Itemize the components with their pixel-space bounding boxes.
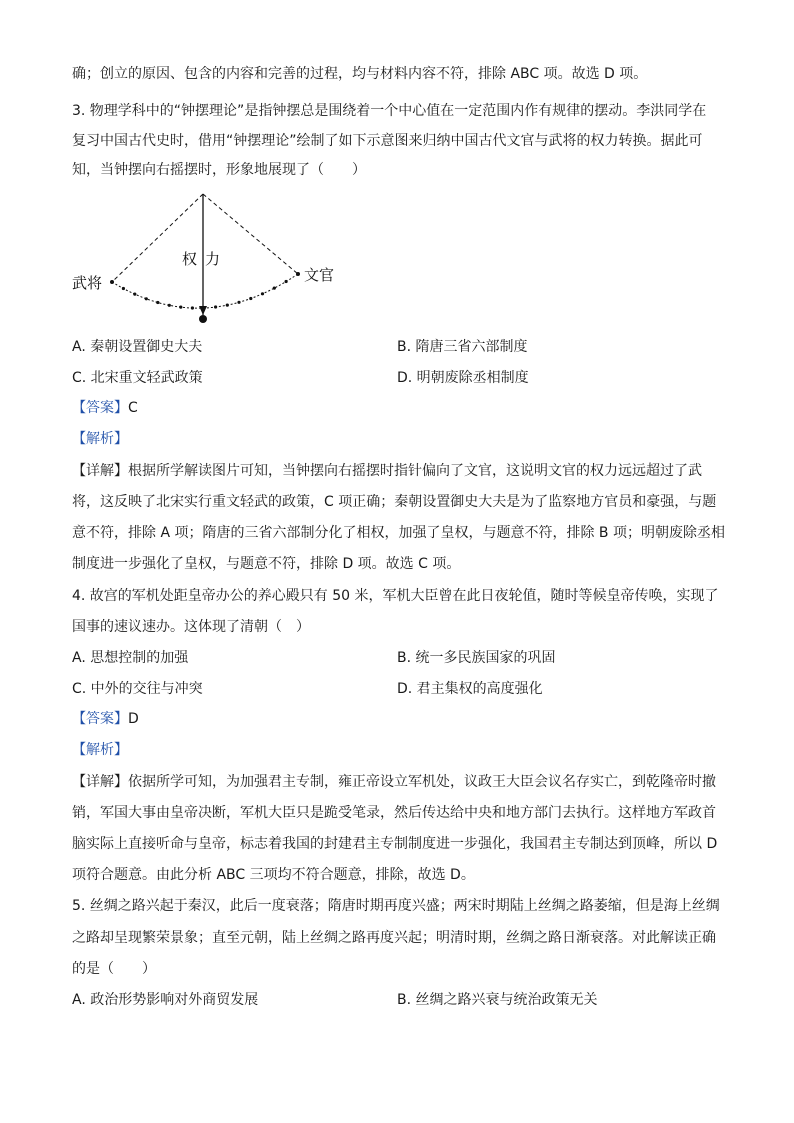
arc-dot <box>214 305 217 308</box>
q4-detail-line-4: 项符合题意。由此分析 ABC 三项均不符合题意，排除，故选 D。 <box>72 867 475 883</box>
label-wujiang: 武将 <box>72 274 103 292</box>
q2-tail-text: 确；创立的原因、包含的内容和完善的过程，均与材料内容不符，排除 ABC 项。故选 D 项。 <box>72 66 648 82</box>
q4-detail-line-2: 销，军国大事由皇帝决断，军机大臣只是跪受笔录，然后传达给中央和地方部门去执行。这样地方军政首 <box>72 805 716 821</box>
arc-dot <box>273 287 276 290</box>
arc-dot <box>122 287 125 290</box>
q3-detail-line-4: 制度进一步强化了皇权，与题意不符，排除 D 项。故选 C 项。 <box>72 556 461 572</box>
q3-answer <box>72 398 138 418</box>
pendulum-bob <box>199 315 207 323</box>
arc-dot <box>179 306 182 309</box>
q3-stem-line-2: 复习中国古代史时，借用“钟摆理论”绘制了如下示意图来归纳中国古代文官与武将的权力转换。据此可 <box>72 133 703 149</box>
label-quanli: 权力 <box>182 250 229 268</box>
q4-option-c: C. 中外的交往与冲突 <box>72 681 203 697</box>
q5-stem-line-2: 之路却呈现繁荣景象；直至元朝，陆上丝绸之路再度兴起；明清时期，丝绸之路日渐衰落。对此解读正确 <box>72 930 716 946</box>
q5-option-b: B. 丝绸之路兴衰与统治政策无关 <box>397 992 598 1008</box>
q4-option-d: D. 君主集权的高度强化 <box>397 681 543 697</box>
pendulum-left-dashed-line <box>112 194 203 282</box>
q3-detail-line-3: 意不符，排除 A 项；隋唐的三省六部制分化了相权，加强了皇权，与题意不符，排除 B 项；明朝废除丞相 <box>72 525 725 541</box>
q4-detail-line-3: 脑实际上直接听命与皇帝，标志着我国的封建君主专制制度进一步强化，我国君主专制达到顶峰，所以 D <box>72 836 718 852</box>
arc-dot <box>133 293 136 296</box>
q4-answer-value: D <box>128 711 139 727</box>
q4-answer-tag: 【答案】 <box>72 711 128 727</box>
pendulum-arc-dots <box>122 280 288 310</box>
q4-answer <box>72 709 139 729</box>
q3-option-a: A. 秦朝设置御史大夫 <box>72 339 203 355</box>
q3-detail-first: 根据所学解读图片可知，当钟摆向右摇摆时指针偏向了文官，这说明文官的权力远远超过了武 <box>128 463 702 479</box>
q4-option-b: B. 统一多民族国家的巩固 <box>397 650 556 666</box>
q3-option-c: C. 北宋重文轻武政策 <box>72 370 203 386</box>
label-wenguan: 文官 <box>304 266 335 284</box>
q3-stem-line-1: 3. 物理学科中的“钟摆理论”是指钟摆总是围绕着一个中心值在一定范围内作有规律的摆动。李洪同学在 <box>72 103 707 119</box>
arc-dot <box>237 301 240 304</box>
arc-dot <box>168 304 171 307</box>
q4-detail-tag: 【详解】 <box>72 774 128 790</box>
arc-dot <box>285 280 288 283</box>
q5-option-a: A. 政治形势影响对外商贸发展 <box>72 992 259 1008</box>
q5-stem-line-3: 的是（ ） <box>72 961 156 977</box>
pendulum-diagram <box>70 188 350 328</box>
q3-answer-value: C <box>128 400 138 416</box>
q4-stem-line-2: 国事的速议速办。这体现了清朝（ ） <box>72 619 310 635</box>
q4-analysis-tag <box>72 740 128 760</box>
q5-stem-line-1: 5. 丝绸之路兴起于秦汉，此后一度衰落；隋唐时期再度兴盛；两宋时期陆上丝绸之路萎缩，但是海上丝绸 <box>72 898 720 914</box>
q3-option-d: D. 明朝废除丞相制度 <box>397 370 529 386</box>
q3-option-b: B. 隋唐三省六部制度 <box>397 339 528 355</box>
q3-analysis-label: 【解析】 <box>72 431 128 447</box>
pendulum-right-end <box>296 272 300 276</box>
arc-dot <box>261 292 264 295</box>
q4-stem-line-1: 4. 故宫的军机处距皇帝办公的养心殿只有 50 米，军机大臣曾在此日夜轮值，随时等候皇帝传唤，实现了 <box>72 588 719 604</box>
q3-detail-line-2: 将，这反映了北宋实行重文轻武的政策，C 项正确；秦朝设置御史大夫是为了监察地方官员和豪强，与题 <box>72 494 717 510</box>
arc-dot <box>249 297 252 300</box>
arc-dot <box>156 301 159 304</box>
q4-detail-line-1 <box>72 772 716 792</box>
pendulum-left-end <box>110 280 114 284</box>
arc-dot <box>191 306 194 309</box>
q3-answer-tag: 【答案】 <box>72 400 128 416</box>
arc-dot <box>226 304 229 307</box>
q3-detail-line-1 <box>72 461 702 481</box>
q3-stem-line-3: 知，当钟摆向右摇摆时，形象地展现了（ ） <box>72 162 366 178</box>
q4-detail-first: 依据所学可知，为加强君主专制，雍正帝设立军机处，议政王大臣会议名存实亡，到乾隆帝时撤 <box>128 774 716 790</box>
q4-option-a: A. 思想控制的加强 <box>72 650 189 666</box>
q4-analysis-label: 【解析】 <box>72 742 128 758</box>
arc-dot <box>202 306 205 309</box>
arc-dot <box>145 297 148 300</box>
q3-analysis-tag <box>72 429 128 449</box>
q3-detail-tag: 【详解】 <box>72 463 128 479</box>
pendulum-arc <box>112 274 298 308</box>
